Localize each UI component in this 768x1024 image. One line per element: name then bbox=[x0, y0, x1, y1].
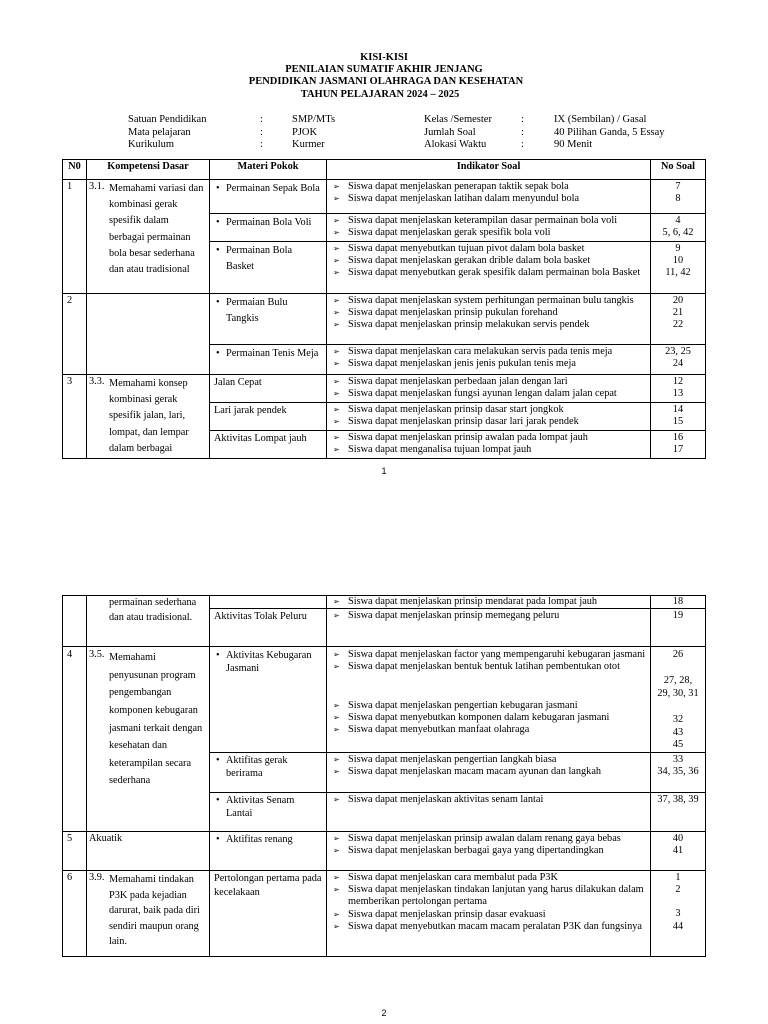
question-number: 10 bbox=[672, 255, 684, 267]
title-line: PENDIDIKAN JASMANI OLAHRAGA DAN KESEHATAN bbox=[248, 76, 524, 88]
cell-ns bbox=[651, 345, 706, 375]
question-number: 21 bbox=[672, 307, 684, 319]
indicator-item: ➢ Siswa dapat menjelaskan berbagai gaya yang dipertandingkan bbox=[331, 845, 646, 857]
cell-no: 6 bbox=[63, 871, 87, 957]
kd-text: Memahami tindakan P3K pada kejadian darurat, baik pada diri sendiri maupun orang lain. bbox=[109, 874, 200, 948]
cell-mp bbox=[210, 345, 327, 375]
question-number: 14 bbox=[672, 403, 684, 415]
cell-ind bbox=[327, 180, 651, 214]
cell-mp bbox=[210, 753, 327, 793]
question-number: 18 bbox=[672, 596, 684, 607]
info-colon: : bbox=[260, 114, 263, 125]
question-number: 32 bbox=[672, 714, 684, 726]
indicator-item: ➢ Siswa dapat menjelaskan cara melakukan servis pada tenis meja bbox=[331, 346, 646, 358]
cell-kd bbox=[87, 832, 210, 871]
cell-kd bbox=[87, 294, 210, 375]
indicator-list bbox=[331, 754, 646, 778]
cell-mp bbox=[210, 647, 327, 753]
cell-ns bbox=[651, 214, 706, 242]
indicator-list bbox=[331, 404, 646, 428]
indicator-item: ➢ Siswa dapat menjelaskan factor yang mempengaruhi kebugaran jasmani bbox=[331, 649, 646, 661]
cell-mp bbox=[210, 871, 327, 957]
indicator-item: ➢ Siswa dapat menjelaskan aktivitas senam lantai bbox=[331, 794, 646, 806]
indicator-item: ➢ Siswa dapat menjelaskan prinsip dasar evakuasi bbox=[331, 909, 646, 921]
cell-kd bbox=[87, 180, 210, 294]
info-row bbox=[424, 114, 665, 127]
indicator-item: ➢ Siswa dapat menyebutkan gerak spesifik dalam permainan bola Basket bbox=[331, 267, 646, 279]
indicator-list bbox=[331, 649, 646, 736]
info-right bbox=[424, 114, 665, 152]
table-header-row bbox=[63, 160, 706, 180]
indicator-list bbox=[331, 794, 646, 806]
info-colon: : bbox=[260, 139, 263, 151]
indicator-item: ➢ Siswa dapat menjelaskan system perhitungan permainan bulu tangkis bbox=[331, 295, 646, 307]
cell-mp bbox=[210, 609, 327, 647]
info-row bbox=[128, 127, 335, 140]
cell-ns bbox=[651, 609, 706, 647]
title-line: TAHUN PELAJARAN 2024 – 2025 bbox=[300, 88, 460, 100]
mp-item: • Permaian Bulu Tangkis bbox=[214, 295, 322, 326]
indicator-item: ➢ Siswa dapat menjelaskan latihan dalam menyundul bola bbox=[331, 193, 646, 205]
kd-number: 3.9. bbox=[89, 872, 105, 884]
info-label: Kelas /Semester bbox=[424, 114, 492, 125]
info-value: IX (Sembilan) / Gasal bbox=[554, 114, 647, 125]
indicator-list bbox=[331, 295, 646, 332]
table-row bbox=[63, 375, 706, 403]
question-number: 26 bbox=[672, 649, 684, 661]
indicator-item: ➢ Siswa dapat menjelaskan penerapan taktik sepak bola bbox=[331, 181, 646, 193]
indicator-item: ➢ Siswa dapat menganalisa tujuan lompat jauh bbox=[331, 444, 646, 456]
cell-mp bbox=[210, 430, 327, 458]
cell-no: 2 bbox=[63, 294, 87, 375]
kd-text: Memahami penyusunan program pengembangan komponen kebugaran jasmani terkait dengan kesehatan dan keterampilan secara sederhana bbox=[109, 652, 203, 787]
info-value: 90 Menit bbox=[554, 139, 593, 151]
indicator-item: ➢ Siswa dapat menjelaskan prinsip mendarat pada lompat jauh bbox=[331, 596, 646, 608]
question-number: 33 bbox=[672, 754, 684, 766]
cell-mp bbox=[210, 294, 327, 345]
question-number: 8 bbox=[675, 193, 681, 205]
cell-ind bbox=[327, 430, 651, 458]
indicator-list bbox=[331, 243, 646, 280]
cell-ind bbox=[327, 214, 651, 242]
indicator-item: ➢ Siswa dapat menjelaskan prinsip dasar start jongkok bbox=[331, 404, 646, 416]
info-row bbox=[128, 139, 335, 152]
indicator-list bbox=[331, 181, 646, 205]
indicator-item: ➢ Siswa dapat menjelaskan gerak spesifik bola voli bbox=[331, 227, 646, 239]
cell-ns bbox=[651, 596, 706, 609]
cell-ind bbox=[327, 832, 651, 871]
info-label: Kurikulum bbox=[128, 139, 175, 151]
cell-mp bbox=[210, 214, 327, 242]
info-row bbox=[128, 114, 335, 127]
cell-kd bbox=[87, 375, 210, 459]
cell-kd bbox=[87, 596, 210, 647]
indicator-item: ➢ Siswa dapat menjelaskan prinsip awalan pada lompat jauh bbox=[331, 432, 646, 444]
indicator-item: ➢ Siswa dapat menyebutkan manfaat olahraga bbox=[331, 724, 646, 736]
question-number: 44 bbox=[672, 920, 684, 932]
indicator-item: ➢ Siswa dapat menjelaskan prinsip awalan dalam renang gaya bebas bbox=[331, 833, 646, 845]
mp-item: Lari jarak pendek bbox=[214, 404, 287, 416]
indicator-item: ➢ Siswa dapat menjelaskan prinsip dasar lari jarak pendek bbox=[331, 416, 646, 428]
indicator-item: ➢ Siswa dapat menjelaskan macam macam ayunan dan langkah bbox=[331, 766, 646, 778]
indicator-item: ➢ Siswa dapat menjelaskan perbedaan jalan dengan lari bbox=[331, 376, 646, 388]
mp-item: • Aktifitas gerak berirama bbox=[214, 754, 322, 780]
mp-item: • Permainan Tenis Meja bbox=[214, 346, 322, 362]
mp-item: Aktivitas Tolak Peluru bbox=[214, 611, 307, 623]
cell-kd bbox=[87, 871, 210, 957]
cell-ind bbox=[327, 242, 651, 294]
question-number: 23, 25 bbox=[665, 346, 691, 357]
cell-ns bbox=[651, 180, 706, 214]
question-number: 43 bbox=[672, 726, 684, 738]
indicator-item: ➢ Siswa dapat menjelaskan tindakan lanjutan yang harus dilakukan dalam memberikan pertolongan pertama bbox=[331, 884, 646, 908]
info-colon: : bbox=[521, 126, 524, 138]
indicator-item: ➢ Siswa dapat menjelaskan keterampilan dasar permainan bola voli bbox=[331, 215, 646, 227]
cell-ns bbox=[651, 753, 706, 793]
table-row bbox=[63, 180, 706, 214]
cell-kd bbox=[87, 647, 210, 832]
cell-ind bbox=[327, 294, 651, 345]
indicator-item: ➢ Siswa dapat menjelaskan jenis jenis pukulan tenis meja bbox=[331, 358, 646, 370]
cell-ns bbox=[651, 430, 706, 458]
cell-ind bbox=[327, 753, 651, 793]
info-value: 40 Pilihan Ganda, 5 Essay bbox=[554, 126, 665, 138]
header-ind: Indikator Soal bbox=[327, 160, 651, 180]
cell-ind bbox=[327, 345, 651, 375]
indicator-list bbox=[331, 432, 646, 456]
indicator-item: ➢ Siswa dapat menyebutkan komponen dalam kebugaran jasmani bbox=[331, 712, 646, 724]
indicator-item: ➢ Siswa dapat menjelaskan fungsi ayunan lengan dalam jalan cepat bbox=[331, 388, 646, 400]
question-number: 19 bbox=[672, 610, 684, 622]
question-number: 9 bbox=[675, 243, 681, 254]
cell-ns bbox=[651, 647, 706, 753]
title-line: KISI-KISI bbox=[360, 52, 408, 63]
question-number: 15 bbox=[672, 416, 684, 427]
question-number: 17 bbox=[672, 443, 684, 455]
indicator-item: ➢ Siswa dapat menjelaskan cara membalut pada P3K bbox=[331, 872, 646, 884]
cell-ns bbox=[651, 242, 706, 294]
cell-no: 5 bbox=[63, 832, 87, 871]
question-number: 27, 28, bbox=[663, 675, 693, 687]
document-title bbox=[0, 52, 768, 101]
indicator-list bbox=[331, 346, 646, 370]
page-number: 1 bbox=[381, 466, 387, 476]
info-left bbox=[128, 114, 335, 152]
indicator-item: ➢ Siswa dapat menjelaskan prinsip pukulan forehand bbox=[331, 307, 646, 319]
question-number: 34, 35, 36 bbox=[657, 766, 699, 778]
info-label: Satuan Pendidikan bbox=[128, 114, 207, 125]
indicator-item: ➢ Siswa dapat menyebutkan tujuan pivot dalam bola basket bbox=[331, 243, 646, 255]
question-number: 13 bbox=[672, 388, 684, 400]
mp-item: Aktivitas Lompat jauh bbox=[214, 432, 307, 444]
indicator-item: ➢ Siswa dapat menjelaskan prinsip melakukan servis pendek bbox=[331, 319, 646, 331]
cell-mp bbox=[210, 793, 327, 832]
table-row bbox=[63, 294, 706, 345]
indicator-list bbox=[331, 376, 646, 400]
question-number: 45 bbox=[672, 738, 684, 750]
indicator-item: ➢ Siswa dapat menjelaskan gerakan drible dalam bola basket bbox=[331, 255, 646, 267]
info-colon: : bbox=[260, 126, 263, 138]
question-number: 2 bbox=[675, 884, 681, 896]
kisi-table-page-1 bbox=[62, 159, 706, 459]
info-value: SMP/MTs bbox=[292, 114, 336, 125]
cell-ns bbox=[651, 402, 706, 430]
mp-item: • Permainan Sepak Bola bbox=[214, 181, 322, 197]
cell-mp bbox=[210, 596, 327, 609]
cell-mp bbox=[210, 375, 327, 403]
cell-ind bbox=[327, 871, 651, 957]
indicator-item: ➢ Siswa dapat menjelaskan pengertian kebugaran jasmani bbox=[331, 700, 646, 712]
page-number: 2 bbox=[381, 1008, 387, 1018]
question-number: 1 bbox=[675, 872, 681, 884]
table-row bbox=[63, 832, 706, 871]
question-number: 20 bbox=[672, 295, 684, 306]
cell-no bbox=[63, 596, 87, 647]
indicator-list bbox=[331, 833, 646, 857]
kd-text: Akuatik bbox=[89, 833, 123, 845]
info-colon: : bbox=[521, 114, 524, 125]
indicator-list bbox=[331, 610, 646, 622]
info-label: Jumlah Soal bbox=[424, 126, 476, 138]
cell-ind bbox=[327, 596, 651, 609]
indicator-item: ➢ Siswa dapat menjelaskan pengertian langkah biasa bbox=[331, 754, 646, 766]
mp-item: Pertolongan pertama pada kecelakaan bbox=[214, 873, 322, 898]
cell-ind bbox=[327, 793, 651, 832]
table-row bbox=[63, 871, 706, 957]
question-number: 41 bbox=[672, 845, 684, 857]
question-number: 5, 6, 42 bbox=[662, 227, 694, 239]
cell-no: 4 bbox=[63, 647, 87, 832]
cell-ns bbox=[651, 871, 706, 957]
cell-ns bbox=[651, 832, 706, 871]
indicator-list bbox=[331, 596, 646, 608]
mp-item: Jalan Cepat bbox=[214, 377, 262, 388]
question-number: 40 bbox=[672, 833, 684, 845]
kisi-table-page-2 bbox=[62, 595, 706, 957]
question-number: 16 bbox=[672, 431, 684, 443]
indicator-item: ➢ Siswa dapat menjelaskan prinsip memegang peluru bbox=[331, 610, 646, 622]
info-colon: : bbox=[521, 139, 524, 151]
cell-ns bbox=[651, 375, 706, 403]
kd-text: Memahami variasi dan kombinasi gerak spesifik dalam berbagai permainan bola besar sederhana dan atau tradisional bbox=[109, 183, 204, 276]
indicator-list bbox=[331, 215, 646, 239]
info-label: Alokasi Waktu bbox=[424, 139, 487, 151]
indicator-item: ➢ Siswa dapat menjelaskan bentuk bentuk latihan pembentukan otot bbox=[331, 661, 646, 673]
header-kd: Kompetensi Dasar bbox=[87, 160, 210, 180]
header-ns: No Soal bbox=[651, 160, 706, 180]
header-no: N0 bbox=[63, 160, 87, 180]
question-number: 3 bbox=[675, 908, 681, 920]
kd-text: Memahami konsep kombinasi gerak spesifik jalan, lari, lompat, dan lempar dalam berbagai bbox=[109, 378, 189, 454]
question-number: 4 bbox=[675, 215, 681, 226]
cell-no: 1 bbox=[63, 180, 87, 294]
question-number: 11, 42 bbox=[665, 267, 691, 279]
indicator-item: ➢ Siswa dapat menyebutkan macam macam peralatan P3K dan fungsinya bbox=[331, 921, 646, 933]
cell-mp bbox=[210, 180, 327, 214]
indicator-list bbox=[331, 872, 646, 933]
cell-ns bbox=[651, 793, 706, 832]
cell-mp bbox=[210, 402, 327, 430]
cell-ns bbox=[651, 294, 706, 345]
cell-no: 3 bbox=[63, 375, 87, 459]
kd-text: permainan sederhana dan atau tradisional. bbox=[109, 597, 197, 623]
cell-ind bbox=[327, 375, 651, 403]
cell-mp bbox=[210, 242, 327, 294]
title-line: PENILAIAN SUMATIF AKHIR JENJANG bbox=[285, 64, 483, 76]
mp-item: • Aktifitas renang bbox=[214, 833, 322, 846]
header-mp: Materi Pokok bbox=[210, 160, 327, 180]
info-label: Mata pelajaran bbox=[128, 126, 191, 138]
cell-ind bbox=[327, 609, 651, 647]
question-number: 24 bbox=[672, 358, 684, 370]
question-number: 37, 38, 39 bbox=[657, 794, 699, 806]
info-row bbox=[424, 139, 665, 152]
cell-ind bbox=[327, 402, 651, 430]
question-number: 12 bbox=[672, 376, 684, 387]
table-row bbox=[63, 647, 706, 753]
kd-number: 3.1. bbox=[89, 181, 105, 192]
kd-number: 3.3. bbox=[89, 376, 105, 387]
table-row bbox=[63, 596, 706, 609]
info-row bbox=[424, 127, 665, 140]
question-number: 22 bbox=[672, 319, 684, 331]
info-value: PJOK bbox=[292, 126, 318, 138]
mp-item: • Aktivitas Senam Lantai bbox=[214, 794, 322, 820]
cell-ind bbox=[327, 647, 651, 753]
question-number: 29, 30, 31 bbox=[657, 688, 699, 700]
mp-item: • Aktivitas Kebugaran Jasmani bbox=[214, 649, 322, 675]
mp-item: • Permainan Bola Voli bbox=[214, 215, 322, 231]
question-number: 7 bbox=[675, 181, 681, 192]
cell-mp bbox=[210, 832, 327, 871]
kd-number: 3.5. bbox=[89, 649, 105, 661]
info-value: Kurmer bbox=[292, 139, 325, 151]
mp-item: • Permainan Bola Basket bbox=[214, 243, 322, 274]
